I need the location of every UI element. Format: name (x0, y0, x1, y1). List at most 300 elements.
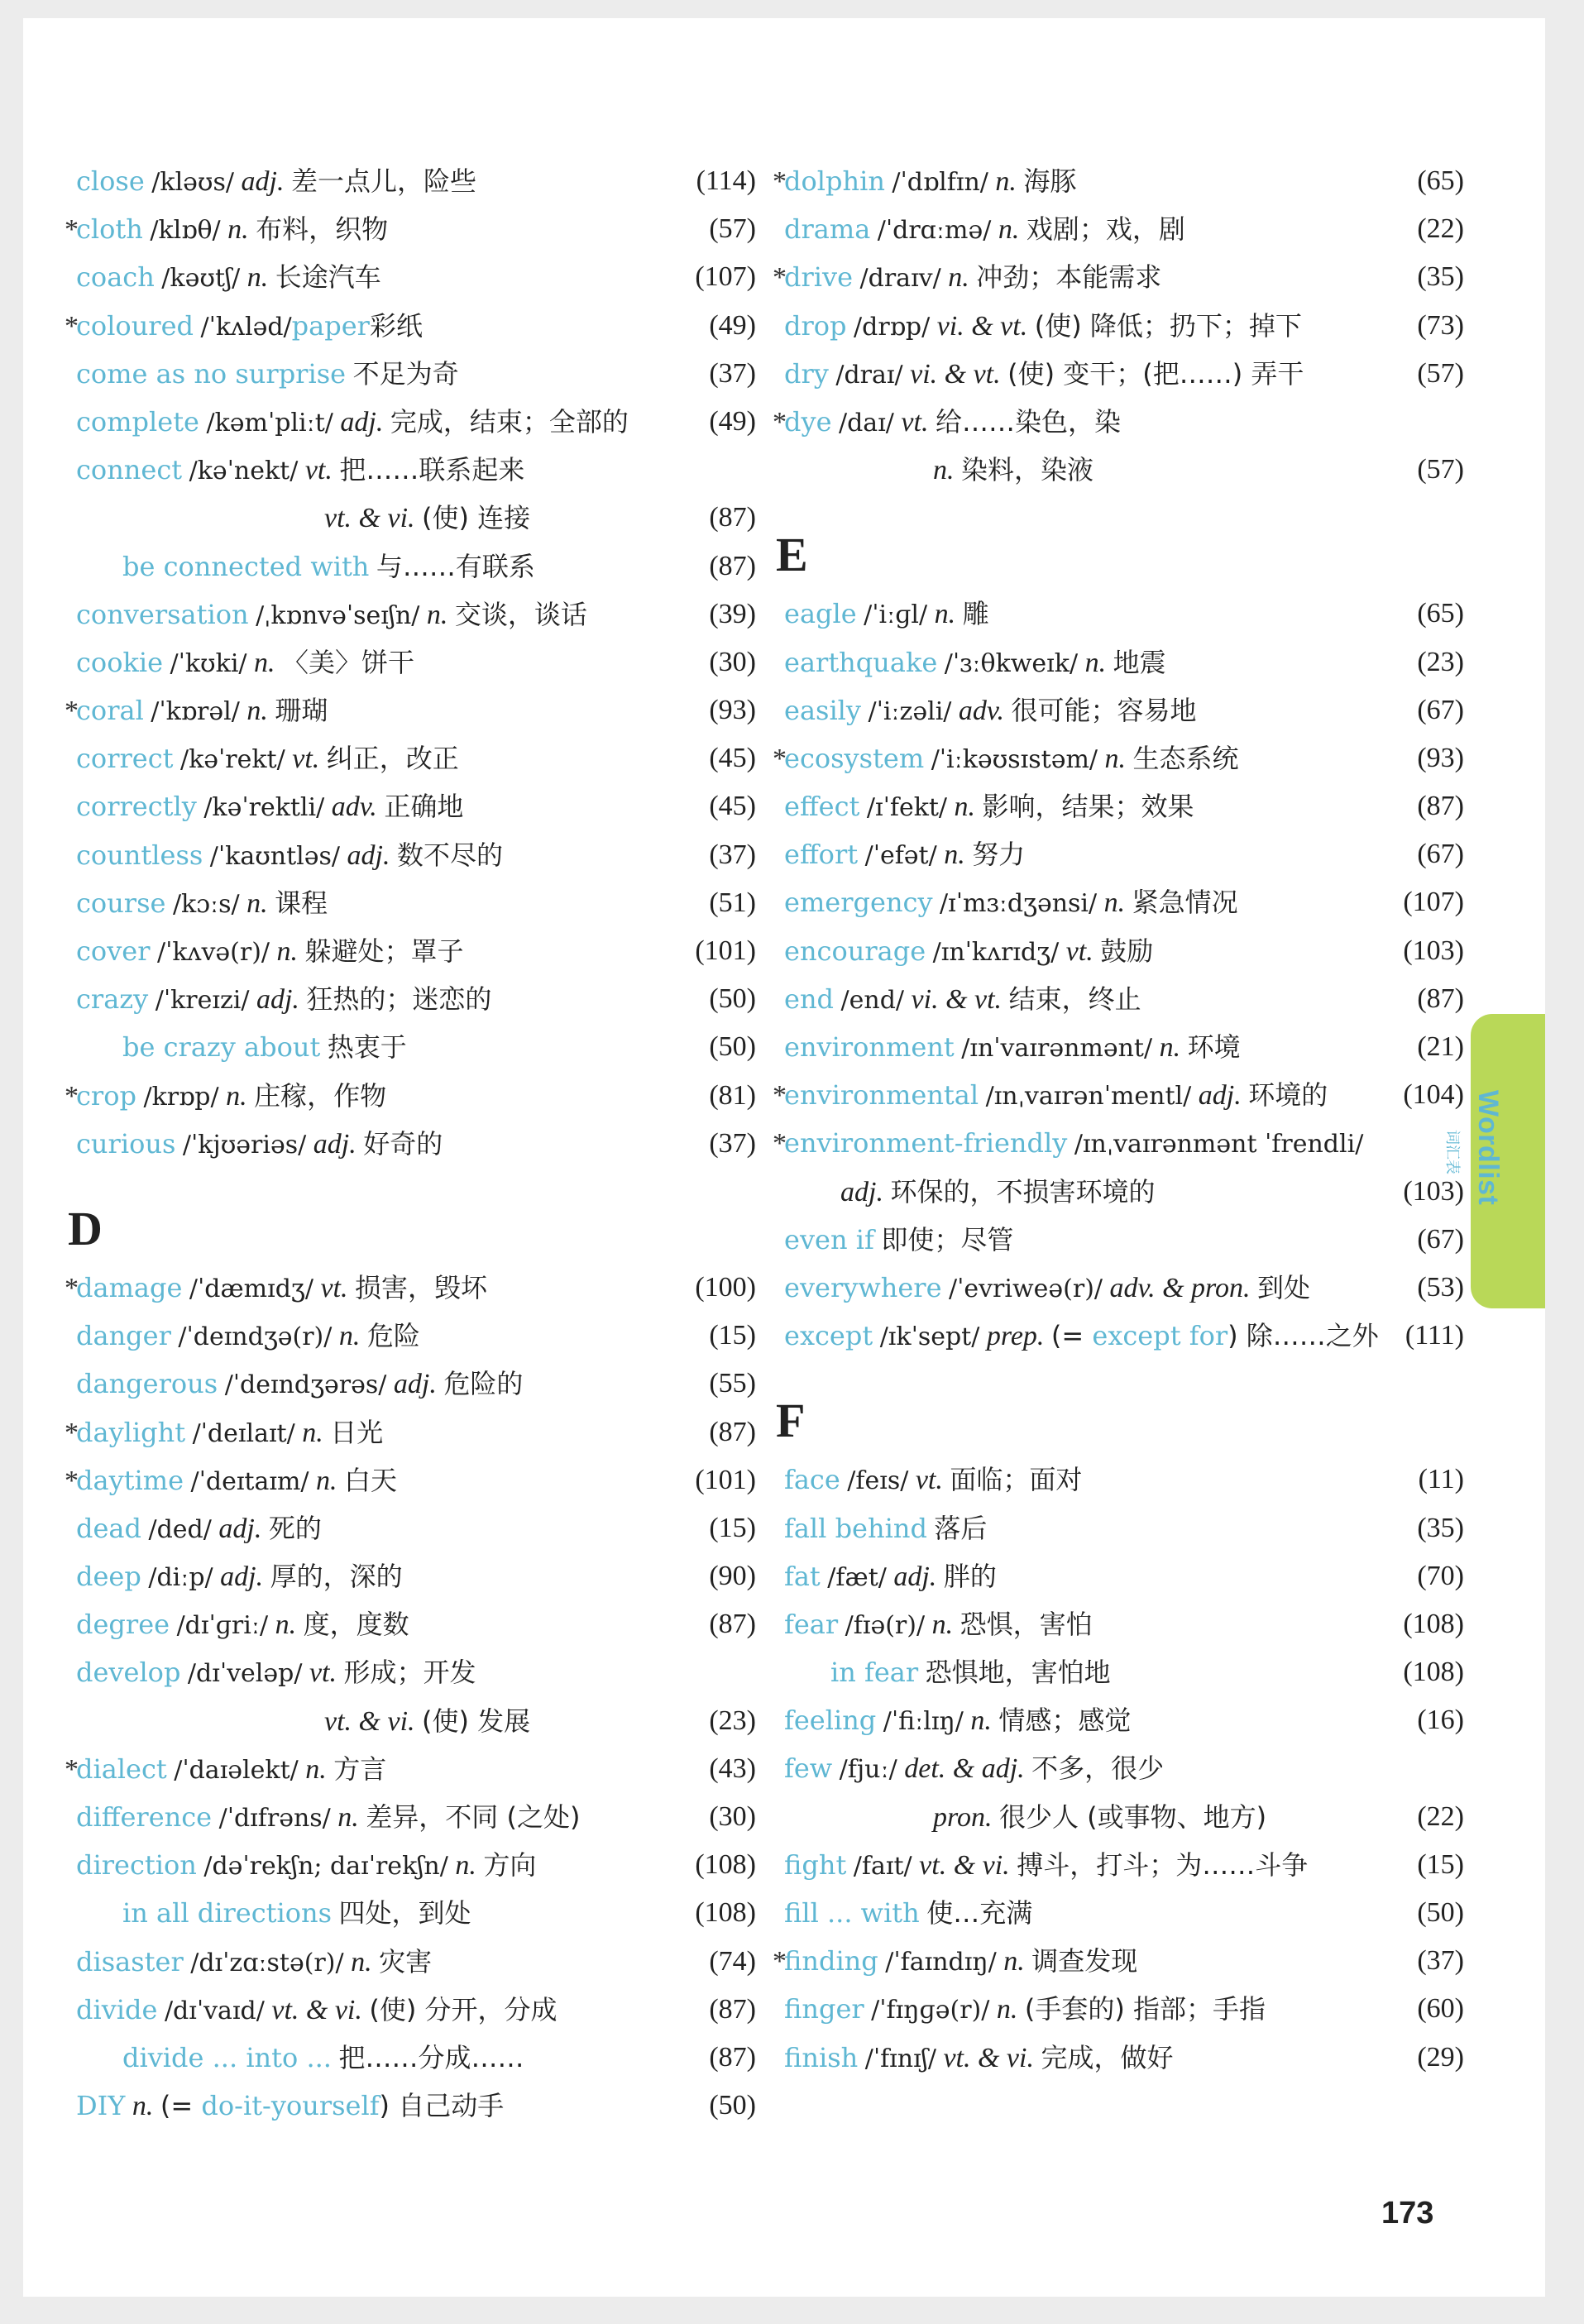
part-of-speech: adv. & pron. (1109, 1272, 1251, 1303)
page-reference: (23) (1417, 646, 1464, 677)
definition: 珊瑚 (275, 695, 328, 727)
star-marker: * (65, 1465, 79, 1496)
definition-rest: ) 除……之外 (1227, 1320, 1379, 1352)
entry-text (76, 591, 587, 640)
entry-text (76, 927, 464, 977)
wordlist-entry (76, 1889, 756, 1937)
phonetic: /fjuː/ (839, 1755, 897, 1785)
headword: correct (76, 743, 174, 775)
entry-text (65, 1745, 387, 1795)
headword: fat (784, 1560, 821, 1592)
definition: 搏斗，打斗；为……斗争 (1017, 1848, 1309, 1881)
definition: 海豚 (1023, 165, 1077, 197)
wordlist-entry (65, 1264, 756, 1312)
star-marker: * (773, 166, 787, 197)
entry-text (784, 205, 1185, 255)
headword: finger (784, 1993, 864, 2025)
definition: 日光 (330, 1416, 384, 1448)
phonetic: /ˈfɪŋɡə(r)/ (871, 1996, 990, 2025)
definition: (使) 连接 (422, 502, 531, 534)
wordlist-entry (784, 878, 1464, 926)
wordlist-entry (773, 157, 1464, 205)
page-reference: (101) (695, 1464, 756, 1495)
definition: 〈美〉饼干 (282, 646, 415, 678)
wordlist-entry (784, 1600, 1464, 1648)
page-reference: (90) (709, 1561, 756, 1592)
entry-text (784, 878, 1238, 928)
definition: 正确地 (384, 791, 464, 823)
part-of-speech: adj. (241, 166, 285, 197)
phonetic: /kəˈnekt/ (189, 457, 299, 486)
page-reference: (93) (1417, 742, 1464, 773)
wordlist-entry (76, 831, 756, 879)
page-reference: (108) (695, 1849, 756, 1881)
phonetic: /ˈevriweə(r)/ (949, 1274, 1103, 1303)
definition: 方向 (483, 1849, 537, 1882)
phonetic: /draɪ/ (835, 360, 903, 390)
section-letter: F (776, 1394, 806, 1448)
phonetic: /krɒp/ (143, 1082, 219, 1112)
entry-text (65, 1264, 488, 1313)
page-reference: (111) (1405, 1320, 1464, 1351)
headword: degree (76, 1609, 170, 1641)
phonetic: /feɪs/ (847, 1466, 909, 1496)
part-of-speech: n. (1104, 743, 1127, 774)
wordlist-entry (784, 1456, 1464, 1504)
page-reference: (65) (1417, 165, 1464, 196)
entry-text (76, 1120, 443, 1169)
phonetic: /dɪˈveləp/ (187, 1659, 303, 1689)
part-of-speech: n. (948, 262, 969, 294)
wordlist-entry (773, 1119, 1464, 1167)
headword: DIY (76, 2090, 126, 2122)
headword: finish (784, 2041, 859, 2073)
phonetic: /ˈdɪfrəns/ (218, 1804, 331, 1833)
entry-text (784, 1985, 1266, 2035)
wordlist-entry (76, 1793, 756, 1841)
definition: (使) 发展 (422, 1705, 531, 1737)
page (23, 18, 1545, 2297)
wordlist-entry (76, 2082, 756, 2130)
page-reference: (30) (709, 646, 756, 677)
phonetic: /ˈkʌləd/ (200, 312, 292, 342)
definition: 死的 (268, 1512, 322, 1544)
entry-text (122, 1023, 407, 1072)
phonetic: /ˈdeɪlaɪt/ (192, 1418, 295, 1448)
headword: encourage (784, 935, 926, 967)
section-letter: E (776, 528, 808, 582)
phonetic: /ˈdɒlfɪn/ (892, 168, 988, 197)
entry-text (784, 1696, 1131, 1746)
phonetic: /ɪkˈsept/ (879, 1322, 980, 1352)
headword: ecosystem (784, 742, 925, 774)
wordlist-entry (773, 398, 1464, 446)
headword: countless (76, 839, 203, 871)
definition: 灾害 (379, 1945, 433, 1977)
entry-text (784, 927, 1153, 977)
entry-text (773, 157, 1077, 207)
definition: 热衷于 (327, 1031, 407, 1064)
phonetic: /kəmˈpliːt/ (206, 408, 333, 438)
page-reference: (103) (1403, 1175, 1464, 1207)
definition: 差一点儿，险些 (290, 165, 476, 197)
page-reference: (57) (709, 213, 756, 245)
phonetic: /klɒθ/ (150, 216, 221, 246)
page-reference: (37) (709, 839, 756, 870)
part-of-speech: n. (254, 647, 275, 678)
definition: 使…充满 (926, 1897, 1033, 1929)
entry-continuation (76, 1697, 756, 1745)
star-marker: * (65, 1753, 79, 1785)
entry-text (933, 446, 1093, 495)
headword: fill ... with (784, 1897, 920, 1929)
wordlist-tab (1443, 1014, 1545, 1308)
page-reference: (15) (709, 1512, 756, 1543)
wordlist-entry (784, 1744, 1464, 1792)
entry-continuation (784, 1793, 1464, 1841)
part-of-speech: vt. (304, 455, 333, 486)
part-of-speech: adv. (958, 695, 1004, 726)
part-of-speech: vt. (1065, 935, 1093, 967)
entry-text (784, 302, 1302, 351)
definition: 情感；感觉 (998, 1705, 1132, 1737)
headword: dangerous (76, 1368, 218, 1400)
entry-text (65, 205, 389, 255)
wordlist-entry (784, 1985, 1464, 2033)
page-reference: (87) (709, 1416, 756, 1447)
page-reference: (15) (1417, 1848, 1464, 1880)
page-reference: (87) (709, 502, 756, 533)
wordlist-entry (76, 350, 756, 398)
part-of-speech: n. (998, 214, 1020, 246)
part-of-speech: adj. (218, 1513, 262, 1544)
headword: face (784, 1464, 840, 1496)
definition: 躲避处；罩子 (304, 935, 464, 967)
wordlist-entry (65, 1072, 756, 1120)
entry-text (784, 1744, 1164, 1794)
wordlist-entry (76, 1600, 756, 1648)
part-of-speech: n. (934, 599, 956, 630)
phonetic: /kəˈrekt/ (180, 745, 285, 775)
section-letter-heading (68, 1168, 756, 1264)
page-reference: (87) (709, 1993, 756, 2025)
part-of-speech: n. (246, 262, 269, 294)
headword: dead (76, 1512, 141, 1544)
wordlist-entry (76, 591, 756, 638)
part-of-speech: n. (246, 887, 268, 919)
definition: 环境 (1187, 1031, 1241, 1063)
entry-text (76, 398, 629, 447)
wordlist-entry (76, 927, 756, 975)
section-letter-heading (776, 494, 1464, 590)
headword: drop (784, 309, 847, 342)
wordlist-entry (784, 1841, 1464, 1889)
page-reference: (114) (696, 165, 756, 196)
wordlist-entry (76, 975, 756, 1023)
phonetic: /ˈfaɪndɪŋ/ (885, 1948, 997, 1977)
entry-text (784, 1504, 987, 1553)
definition: 给……染色，染 (935, 405, 1121, 438)
wordlist-entry (784, 686, 1464, 734)
wordlist-entry (65, 1456, 756, 1504)
part-of-speech: n. (351, 1946, 372, 1977)
page-reference: (108) (1403, 1608, 1464, 1639)
part-of-speech: det. & adj. (904, 1753, 1025, 1785)
page-reference: (67) (1417, 1223, 1464, 1255)
entry-text (773, 1119, 1364, 1169)
wordlist-entry (76, 1552, 756, 1600)
part-of-speech: adj. (220, 1561, 264, 1593)
definition: (使) 分开，分成 (369, 1993, 558, 2025)
wordlist-entry (784, 782, 1464, 830)
star-marker: * (773, 262, 787, 294)
entry-text (65, 686, 328, 736)
phonetic: /ɪnˌvaɪrənˈmentl/ (985, 1082, 1192, 1112)
definition: 数不尽的 (397, 839, 504, 871)
headword: crop (76, 1079, 136, 1112)
wordlist-entry (784, 302, 1464, 350)
entry-text (76, 446, 524, 495)
star-marker: * (773, 406, 787, 438)
entry-text (784, 1264, 1310, 1313)
page-reference: (53) (1417, 1271, 1464, 1303)
phonetic: /diːp/ (148, 1563, 213, 1593)
wordlist-entry (76, 1312, 756, 1360)
headword: coach (76, 261, 155, 294)
entry-text (784, 1456, 1082, 1505)
wordlist-entry (65, 205, 756, 253)
headword: dye (784, 405, 832, 438)
star-marker: * (773, 1946, 787, 1977)
headword: drama (784, 213, 871, 246)
phonetic: /ɪnˈkʌrɪdʒ/ (932, 937, 1060, 967)
definition: 环境的 (1248, 1079, 1328, 1112)
definition: 即使；尽管 (881, 1223, 1014, 1255)
phonetic: /ˈiːzəli/ (868, 696, 952, 726)
part-of-speech: n. (995, 166, 1017, 197)
wordlist-entry (773, 253, 1464, 301)
page-reference: (81) (709, 1079, 756, 1111)
definition: (使) 降低；扔下；掉下 (1034, 309, 1302, 342)
part-of-speech: adj. (393, 1369, 437, 1400)
phonetic: /ˈkaʊntləs/ (209, 841, 341, 871)
entry-continuation (76, 494, 756, 542)
definition: 很可能；容易地 (1011, 694, 1197, 726)
definition: 庄稼，作物 (254, 1079, 387, 1112)
definition: 恐惧，害怕 (959, 1608, 1093, 1640)
part-of-speech: n. (338, 1321, 361, 1352)
phonetic: /dɪˈvaɪd/ (164, 1996, 265, 2025)
phonetic: /ˈdeɪndʒərəs/ (224, 1370, 387, 1400)
star-marker: * (773, 1080, 787, 1112)
definition: 面临；面对 (950, 1464, 1083, 1496)
phonetic: /ˈkɒrəl/ (151, 697, 240, 727)
page-reference: (23) (709, 1705, 756, 1736)
phonetic: /end/ (840, 985, 905, 1015)
phonetic: /ˈdaɪəlekt/ (174, 1755, 299, 1785)
section-letter: D (68, 1201, 103, 1255)
page-reference: (45) (709, 743, 756, 774)
part-of-speech: n. (1159, 1032, 1181, 1063)
entry-text (76, 1600, 409, 1650)
entry-text (76, 782, 463, 832)
entry-text (784, 830, 1025, 880)
entry-text (773, 734, 1239, 784)
page-number: 173 (1381, 2196, 1434, 2231)
definition: 恐惧地，害怕地 (925, 1657, 1111, 1689)
wordlist-entry (76, 1360, 756, 1408)
phonetic: /kləʊs/ (151, 168, 235, 197)
definition: 落后 (934, 1512, 988, 1544)
wordlist-entry (784, 1552, 1464, 1600)
phonetic: /dəˈrekʃn; daɪˈrekʃn/ (203, 1852, 448, 1882)
entry-text (65, 1408, 384, 1458)
entry-text (784, 1600, 1093, 1650)
definition: 染料，染液 (961, 454, 1094, 486)
page-reference: (87) (1417, 983, 1464, 1014)
page-reference: (37) (709, 1127, 756, 1159)
page-reference: (101) (695, 935, 756, 966)
tab-label: Wordlist (1472, 1090, 1504, 1206)
wordlist-entry (76, 398, 756, 446)
definition: 完成，结束；全部的 (390, 405, 629, 438)
wordlist-entry (784, 975, 1464, 1023)
page-reference: (73) (1417, 309, 1464, 341)
entry-text (324, 494, 530, 543)
part-of-speech: vt. (320, 1272, 348, 1303)
wordlist-entry (76, 638, 756, 686)
headword: daylight (76, 1416, 186, 1448)
page-reference: (70) (1417, 1560, 1464, 1591)
part-of-speech: n. (276, 936, 299, 967)
part-of-speech: n. (426, 599, 448, 630)
wordlist-entry (76, 1648, 756, 1696)
page-reference: (93) (709, 695, 756, 726)
definition: 度，度数 (303, 1609, 409, 1641)
part-of-speech: n. (302, 1417, 323, 1448)
page-reference: (100) (695, 1271, 756, 1303)
phonetic: /ˈdrɑːmə/ (877, 216, 992, 246)
headword: coloured (76, 309, 194, 342)
entry-continuation (784, 1168, 1464, 1216)
wordlist-entry (773, 1937, 1464, 1985)
definition: 损害，毁坏 (355, 1271, 488, 1303)
part-of-speech: prep. (986, 1321, 1045, 1352)
tab-label-zh: 词汇表 (1443, 1130, 1461, 1174)
part-of-speech: vt. & vi. (919, 1849, 1010, 1881)
part-of-speech: adv. (331, 791, 377, 823)
wordlist-entry (784, 350, 1464, 398)
page-reference: (107) (1403, 887, 1464, 918)
wordlist-entry (784, 590, 1464, 638)
definition: 很少人 (或事物、地方) (998, 1800, 1267, 1833)
page-reference: (65) (1417, 598, 1464, 629)
headword: environment (784, 1031, 955, 1063)
part-of-speech: vt. (292, 744, 320, 775)
star-marker: * (773, 743, 787, 774)
phonetic: /ɪˈmɜːdʒənsi/ (940, 889, 1098, 919)
definition: 把……联系起来 (339, 454, 525, 486)
entry-text (76, 975, 491, 1025)
phonetic: /ˌkɒnvəˈseɪʃn/ (256, 600, 420, 630)
part-of-speech: n. (1084, 647, 1107, 678)
phonetic: /faɪt/ (853, 1851, 912, 1881)
page-reference: (49) (709, 405, 756, 437)
page-reference: (87) (709, 1609, 756, 1640)
part-of-speech: adj. (340, 406, 384, 438)
page-reference: (51) (709, 887, 756, 918)
part-of-speech: adj. (313, 1128, 357, 1160)
phonetic: /kəˈrektli/ (203, 793, 325, 823)
entry-text (324, 1697, 530, 1746)
headword-ref: except for (1092, 1320, 1228, 1352)
wordlist-entry (76, 2034, 756, 2082)
definition: 完成，做好 (1041, 2041, 1174, 2073)
headword: coral (76, 695, 144, 727)
page-reference: (35) (1417, 1512, 1464, 1543)
page-reference: (39) (709, 598, 756, 629)
headword-ref: do-it-yourself (201, 2090, 380, 2122)
definition: 冲劲；本能需求 (976, 261, 1162, 294)
definition: 生态系统 (1132, 742, 1239, 774)
star-marker: * (65, 310, 79, 342)
entry-text (840, 1168, 1155, 1217)
wordlist-entry (65, 1745, 756, 1793)
left-column (65, 157, 756, 2130)
headword: correctly (76, 791, 197, 823)
entry-text (76, 1986, 558, 2035)
wordlist-entry (65, 1408, 756, 1456)
page-reference: (43) (709, 1753, 756, 1784)
part-of-speech: vt. & vi. (324, 503, 415, 534)
page-reference: (30) (709, 1801, 756, 1832)
headword: cover (76, 935, 151, 967)
entry-text (784, 1216, 1013, 1265)
part-of-speech: adj. (840, 1176, 883, 1207)
entry-text (122, 1889, 471, 1938)
definition: 布料，织物 (256, 213, 389, 246)
definition: 紧急情况 (1132, 887, 1238, 919)
headword: connect (76, 454, 183, 486)
headword: divide ... into ... (122, 2041, 332, 2073)
part-of-speech: n. (226, 1080, 247, 1112)
part-of-speech: n. (996, 1994, 1018, 2025)
part-of-speech: n. (970, 1705, 992, 1737)
part-of-speech: n. (455, 1850, 476, 1882)
page-reference: (50) (1417, 1897, 1464, 1928)
page-reference: (57) (1417, 357, 1464, 389)
headword: deep (76, 1561, 141, 1593)
phonetic: /ˈkʌvə(r)/ (157, 938, 270, 967)
definition: 结束，终止 (1008, 983, 1141, 1015)
headword: damage (76, 1271, 183, 1303)
part-of-speech: adj. (1198, 1080, 1242, 1112)
headword: end (784, 983, 835, 1015)
entry-text (933, 1793, 1266, 1842)
headword: divide (76, 1993, 158, 2025)
definition: 影响，结果；效果 (982, 791, 1194, 823)
headword: even if (784, 1223, 874, 1255)
headword: curious (76, 1127, 176, 1160)
star-marker: * (65, 696, 79, 727)
headword: in all directions (122, 1897, 332, 1929)
wordlist-entry (784, 205, 1464, 253)
part-of-speech: vt. (901, 406, 929, 438)
wordlist-entry (784, 1216, 1464, 1264)
page-reference: (108) (1403, 1657, 1464, 1688)
definition: (使) 变干；(把……) 弄干 (1007, 357, 1304, 390)
wordlist-entry (65, 302, 756, 350)
